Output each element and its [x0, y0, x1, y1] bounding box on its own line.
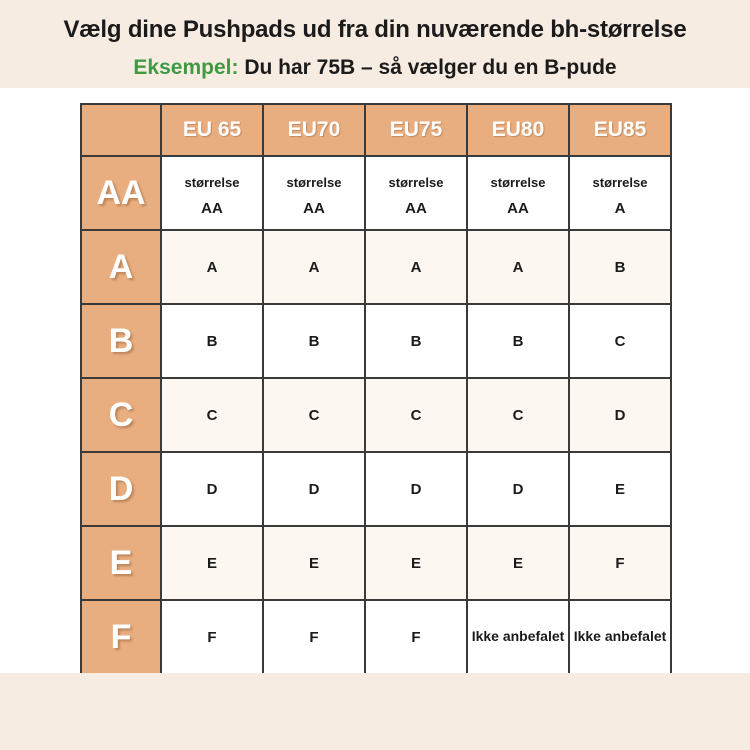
cell-top-label: størrelse: [286, 175, 342, 190]
cell-top-label: størrelse: [490, 175, 546, 190]
cell-b-eu70: [263, 304, 365, 378]
example-label: Eksempel:: [133, 55, 239, 79]
row-header-b: B: [81, 304, 161, 378]
footer-band: [0, 673, 750, 750]
cell-main-label: A: [614, 200, 626, 217]
cell-d-eu70: [263, 452, 365, 526]
cell-top-label: størrelse: [184, 175, 240, 190]
cell-c-eu65: [161, 378, 263, 452]
row-header-aa: AA: [81, 156, 161, 230]
cell-c-eu70: [263, 378, 365, 452]
cell-f-eu65: [161, 600, 263, 674]
table-row: [81, 304, 671, 378]
cell-main-label: B: [614, 258, 626, 276]
row-header-e: E: [81, 526, 161, 600]
cell-f-eu75: [365, 600, 467, 674]
size-table: [80, 103, 672, 675]
cell-main-label: AA: [201, 200, 223, 217]
cell-d-eu80: [467, 452, 569, 526]
cell-main-label: D: [206, 480, 218, 498]
size-table-wrapper: [80, 103, 670, 675]
cell-main-label: A: [410, 258, 422, 276]
table-row: [81, 452, 671, 526]
cell-main-label: E: [410, 554, 421, 572]
cell-b-eu85: [569, 304, 671, 378]
cell-e-eu70: [263, 526, 365, 600]
cell-aa-eu85: [569, 156, 671, 230]
cell-aa-eu75: [365, 156, 467, 230]
table-header-row: [81, 104, 671, 156]
cell-main-label: AA: [405, 200, 427, 217]
cell-main-label: C: [614, 332, 626, 350]
cell-main-label: A: [308, 258, 320, 276]
table-row: [81, 526, 671, 600]
example-line: [0, 55, 750, 80]
cell-d-eu85: [569, 452, 671, 526]
cell-main-label: E: [206, 554, 217, 572]
cell-main-label: D: [410, 480, 422, 498]
cell-top-label: størrelse: [592, 175, 648, 190]
column-header-eu65: EU 65: [161, 104, 263, 156]
cell-e-eu65: [161, 526, 263, 600]
cell-main-label: F: [309, 628, 319, 646]
table-row: [81, 378, 671, 452]
table-row: [81, 230, 671, 304]
cell-main-label: Ikke anbefalet: [573, 628, 667, 645]
cell-b-eu80: [467, 304, 569, 378]
cell-main-label: B: [308, 332, 320, 350]
cell-f-eu80: [467, 600, 569, 674]
cell-main-label: D: [512, 480, 524, 498]
cell-main-label: A: [512, 258, 524, 276]
cell-main-label: F: [207, 628, 217, 646]
cell-b-eu75: [365, 304, 467, 378]
page-title: Vælg dine Pushpads ud fra din nuværende bh-størrelse: [63, 16, 687, 43]
cell-b-eu65: [161, 304, 263, 378]
cell-main-label: E: [512, 554, 523, 572]
row-header-f: F: [81, 600, 161, 674]
page-header: [0, 0, 750, 80]
cell-main-label: Ikke anbefalet: [471, 628, 565, 645]
cell-main-label: D: [614, 406, 626, 424]
cell-c-eu85: [569, 378, 671, 452]
cell-f-eu85: [569, 600, 671, 674]
table-corner-cell: [81, 104, 161, 156]
cell-aa-eu80: [467, 156, 569, 230]
cell-main-label: F: [615, 554, 625, 572]
cell-main-label: B: [206, 332, 218, 350]
cell-f-eu70: [263, 600, 365, 674]
cell-main-label: E: [308, 554, 319, 572]
cell-main-label: C: [308, 406, 320, 424]
cell-main-label: F: [411, 628, 421, 646]
cell-main-label: C: [206, 406, 218, 424]
cell-top-label: størrelse: [388, 175, 444, 190]
row-header-a: A: [81, 230, 161, 304]
column-header-eu75: EU75: [365, 104, 467, 156]
column-header-eu85: EU85: [569, 104, 671, 156]
cell-e-eu80: [467, 526, 569, 600]
cell-main-label: C: [512, 406, 524, 424]
cell-a-eu70: [263, 230, 365, 304]
cell-main-label: AA: [507, 200, 529, 217]
row-header-c: C: [81, 378, 161, 452]
table-row: [81, 156, 671, 230]
cell-c-eu75: [365, 378, 467, 452]
cell-a-eu65: [161, 230, 263, 304]
example-text: Du har 75B – så vælger du en B-pude: [244, 55, 617, 79]
cell-e-eu75: [365, 526, 467, 600]
cell-a-eu80: [467, 230, 569, 304]
cell-main-label: B: [410, 332, 422, 350]
cell-main-label: B: [512, 332, 524, 350]
cell-a-eu85: [569, 230, 671, 304]
cell-e-eu85: [569, 526, 671, 600]
cell-aa-eu70: [263, 156, 365, 230]
cell-main-label: A: [206, 258, 218, 276]
column-header-eu80: EU80: [467, 104, 569, 156]
cell-c-eu80: [467, 378, 569, 452]
cell-a-eu75: [365, 230, 467, 304]
cell-aa-eu65: [161, 156, 263, 230]
row-header-d: D: [81, 452, 161, 526]
cell-d-eu65: [161, 452, 263, 526]
cell-main-label: AA: [303, 200, 325, 217]
cell-main-label: D: [308, 480, 320, 498]
cell-main-label: C: [410, 406, 422, 424]
cell-d-eu75: [365, 452, 467, 526]
column-header-eu70: EU70: [263, 104, 365, 156]
cell-main-label: E: [614, 480, 625, 498]
table-row: [81, 600, 671, 674]
